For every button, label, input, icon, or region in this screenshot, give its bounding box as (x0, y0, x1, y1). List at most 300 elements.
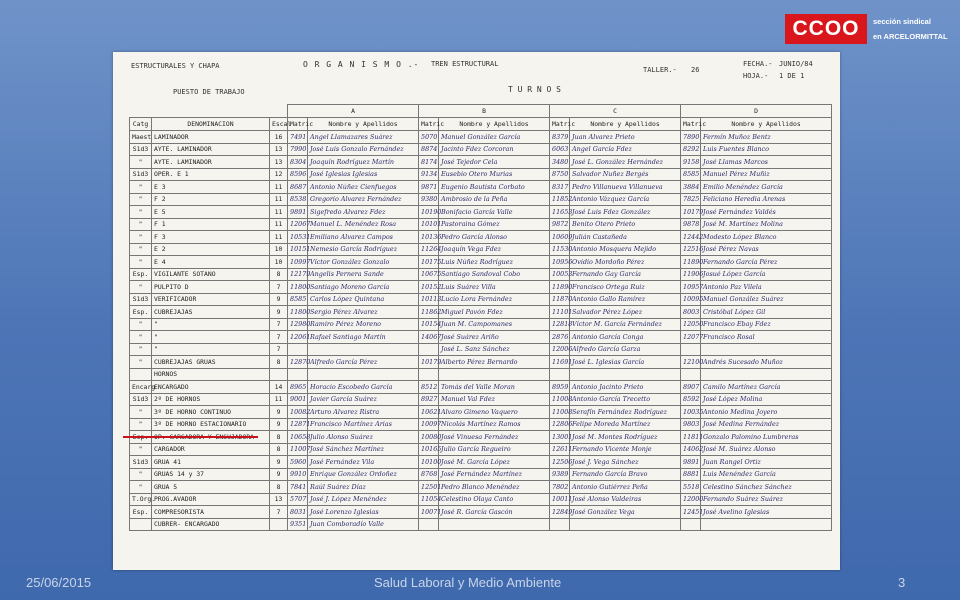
cell-esc: 8 (270, 443, 288, 456)
cell-d-name: Andrés Sucesado Muñoz (701, 356, 832, 369)
cell-b-mat: 10080 (419, 431, 439, 444)
table-row (130, 143, 832, 156)
cell-cat: Esp. (130, 268, 152, 281)
doc-turnos: T U R N O S (508, 85, 561, 94)
cell-cat: " (130, 256, 152, 269)
table-row (130, 168, 832, 181)
cell-a-name: Javier García Suárez (308, 393, 419, 406)
cell-b-mat: 11054 (419, 493, 439, 506)
cell-c-mat: 2876 (550, 331, 570, 344)
cell-c-mat: 6063 (550, 143, 570, 156)
cell-den: CUBREJAJAS GRUAS (152, 356, 270, 369)
table-row (130, 493, 832, 506)
cell-c-mat: 11530 (550, 243, 570, 256)
cell-d-mat: 8292 (681, 143, 701, 156)
cell-cat (130, 518, 152, 531)
cell-d-name: Camilo Martínez García (701, 381, 832, 394)
cell-esc: 7 (270, 331, 288, 344)
cell-esc: 10 (270, 256, 288, 269)
table-row (130, 181, 832, 194)
cell-c-name: Francisco Ortega Ruiz (570, 281, 681, 294)
table-row (130, 218, 832, 231)
cell-c-mat: 11101 (550, 306, 570, 319)
cell-d-mat (681, 368, 701, 381)
cell-den: PULPITO D (152, 281, 270, 294)
cell-den: GRUA 5 (152, 481, 270, 494)
cell-cat: " (130, 206, 152, 219)
cell-a-name: José Fernández Vila (308, 456, 419, 469)
cell-a-mat: 10151 (288, 243, 308, 256)
cell-c-name: Fernando García Bravo (570, 468, 681, 481)
cell-a-mat: 12179 (288, 268, 308, 281)
cell-b-name: José M. García López (439, 456, 550, 469)
cell-esc: 7 (270, 281, 288, 294)
cell-d-mat: 12516 (681, 243, 701, 256)
cell-d-mat: 9803 (681, 418, 701, 431)
cell-b-name: Manuel Val Fdez (439, 393, 550, 406)
cell-b-name: Juan M. Campomanes (439, 318, 550, 331)
column-header-row (130, 118, 832, 131)
cell-esc: 9 (270, 456, 288, 469)
cell-den: PROG.AVADOR (152, 493, 270, 506)
cell-esc: 11 (270, 193, 288, 206)
cell-b-mat: 9134 (419, 168, 439, 181)
cell-b-name: Santiago Sandoval Cobo (439, 268, 550, 281)
col-nombre-d: Nombre y Apellidos (701, 118, 832, 131)
red-underline-annotation (123, 436, 258, 438)
cell-b-name: Jacinto Fdez Corcoran (439, 143, 550, 156)
cell-a-name: Arturo Alvarez Ristra (308, 406, 419, 419)
cell-a-mat: 12067 (288, 218, 308, 231)
cell-b-mat: 10154 (419, 318, 439, 331)
cell-cat (130, 368, 152, 381)
cell-a-name: Rafael Santiago Martín (308, 331, 419, 344)
cell-den: E 5 (152, 206, 270, 219)
cell-b-name: Bonifacio García Valle (439, 206, 550, 219)
cell-b-name: Luis Suárez Villa (439, 281, 550, 294)
cell-a-name: Angelis Pernera Sande (308, 268, 419, 281)
table-row (130, 131, 832, 144)
table-row (130, 393, 832, 406)
table-row (130, 381, 832, 394)
cell-d-name: José M. Suárez Alonso (701, 443, 832, 456)
cell-b-mat: 12501 (419, 481, 439, 494)
cell-cat: " (130, 481, 152, 494)
cell-esc: 13 (270, 493, 288, 506)
cell-a-mat: 11800 (288, 306, 308, 319)
cell-d-mat: 8907 (681, 381, 701, 394)
cell-c-name: José L. González Hernández (570, 156, 681, 169)
ccoo-logo (785, 14, 948, 44)
cell-den: ENCARGADO (152, 381, 270, 394)
cell-a-name: Sergio Pérez Alvarez (308, 306, 419, 319)
cell-esc: 11 (270, 231, 288, 244)
cell-esc: 9 (270, 418, 288, 431)
cell-c-name (570, 368, 681, 381)
scanned-document (113, 52, 840, 570)
cell-esc: 8 (270, 431, 288, 444)
cell-b-mat: 9380 (419, 193, 439, 206)
cell-cat: " (130, 443, 152, 456)
cell-cat: Encarg (130, 381, 152, 394)
cell-den: 3º DE HORNO ESTACIONARIO (152, 418, 270, 431)
cell-a-name: Víctor González Gonzalo (308, 256, 419, 269)
table-row (130, 293, 832, 306)
cell-c-mat: 11852 (550, 193, 570, 206)
cell-cat: " (130, 356, 152, 369)
cell-a-mat: 9001 (288, 393, 308, 406)
cell-esc: 9 (270, 468, 288, 481)
cell-a-name: Santiago Moreno García (308, 281, 419, 294)
cell-d-name: Josué López García (701, 268, 832, 281)
doc-taller-value: 26 (691, 66, 700, 74)
cell-cat: S1d3 (130, 143, 152, 156)
cell-b-name: José L. Sanz Sánchez (439, 343, 550, 356)
cell-a-name: Manuel L. Menéndez Rosa (308, 218, 419, 231)
doc-taller-label: TALLER.- (643, 66, 677, 74)
cell-c-mat: 10011 (550, 493, 570, 506)
cell-d-name: Fernando García Pérez (701, 256, 832, 269)
cell-a-name: José Iglesias Iglesias (308, 168, 419, 181)
cell-cat: " (130, 343, 152, 356)
cell-den: " (152, 331, 270, 344)
cell-c-mat: 3480 (550, 156, 570, 169)
cell-a-mat: 10531 (288, 231, 308, 244)
cell-b-name: Joaquín Vega Fdez (439, 243, 550, 256)
cell-b-name: José Suárez Ariño (439, 331, 550, 344)
cell-b-name: Pastoraina Gómez (439, 218, 550, 231)
cell-b-name: Nicolás Martínez Ramos (439, 418, 550, 431)
cell-esc: 9 (270, 306, 288, 319)
cell-d-mat: 5518 (681, 481, 701, 494)
cell-esc: 11 (270, 393, 288, 406)
cell-b-mat: 10165 (419, 443, 439, 456)
cell-d-name: Antonio Medina Joyero (701, 406, 832, 419)
cell-a-name: Angel Llamazares Suárez (308, 131, 419, 144)
cell-den: AYTE. LAMINADOR (152, 156, 270, 169)
cell-den: " (152, 318, 270, 331)
cell-cat: Esp. (130, 506, 152, 519)
cell-den: F 3 (152, 231, 270, 244)
cell-cat: S1d3 (130, 393, 152, 406)
cell-c-mat: 11008 (550, 393, 570, 406)
cell-a-name: Julio Alonso Suárez (308, 431, 419, 444)
cell-d-name: Emilio Menéndez García (701, 181, 832, 194)
cell-d-name: José M. Martínez Molina (701, 218, 832, 231)
logo-line1: sección sindical (873, 17, 931, 26)
doc-fecha-label: FECHA.- (743, 60, 773, 68)
cell-d-mat: 10957 (681, 281, 701, 294)
cell-esc (270, 518, 288, 531)
cell-cat: S1d3 (130, 168, 152, 181)
cell-a-name: Enrique González Ordoñez (308, 468, 419, 481)
cell-b-mat: 10179 (419, 356, 439, 369)
cell-den: CUBRER- ENCARGADO (152, 518, 270, 531)
cell-c-name: José J. Vega Sánchez (570, 456, 681, 469)
cell-c-mat: 10053 (550, 268, 570, 281)
cell-c-mat: 12006 (550, 343, 570, 356)
cell-c-name: José M. Montes Rodríguez (570, 431, 681, 444)
cell-den: F 2 (152, 193, 270, 206)
cell-a-name: Carlos López Quintana (308, 293, 419, 306)
col-nombre-a: Nombre y Apellidos (308, 118, 419, 131)
cell-d-name: Modesto López Blanco (701, 231, 832, 244)
cell-c-name: Pedro Villanueva Villanueva (570, 181, 681, 194)
cell-b-name: Luis Núñez Rodríguez (439, 256, 550, 269)
cell-c-mat: 10956 (550, 256, 570, 269)
cell-b-name: Pedro García Alonso (439, 231, 550, 244)
cell-cat: " (130, 331, 152, 344)
cell-c-mat: 13001 (550, 431, 570, 444)
footer-title: Salud Laboral y Medio Ambiente (374, 575, 562, 590)
cell-cat: " (130, 156, 152, 169)
cell-b-name: Tomás del Valle Moran (439, 381, 550, 394)
cell-d-name: Antonio Paz Vilela (701, 281, 832, 294)
cell-c-name: Salvador Nuñez Bergés (570, 168, 681, 181)
cell-c-mat (550, 518, 570, 531)
cell-d-mat: 12442 (681, 231, 701, 244)
ccoo-logo-caption (873, 14, 948, 44)
cell-esc: 8 (270, 481, 288, 494)
cell-a-mat: 7990 (288, 143, 308, 156)
cell-a-mat: 8031 (288, 506, 308, 519)
cell-b-name: José R. García Gascón (439, 506, 550, 519)
cell-d-name: José Llamas Marcos (701, 156, 832, 169)
cell-cat: " (130, 418, 152, 431)
table-row (130, 306, 832, 319)
cell-d-name: Feliciano Heredia Arenas (701, 193, 832, 206)
table-row (130, 243, 832, 256)
cell-c-mat: 8959 (550, 381, 570, 394)
cell-c-name: Antonio García Trecetto (570, 393, 681, 406)
cell-b-name: Eusebio Otero Murias (439, 168, 550, 181)
cell-d-name: Gonzalo Palomino Lumbreras (701, 431, 832, 444)
cell-b-name: Pedro Blanco Menéndez (439, 481, 550, 494)
cell-b-name: Lucio Lora Fernández (439, 293, 550, 306)
cell-d-name: Manuel Pérez Muñiz (701, 168, 832, 181)
cell-c-name: Salvador Pérez López (570, 306, 681, 319)
cell-c-mat: 11691 (550, 356, 570, 369)
cell-cat: " (130, 193, 152, 206)
cell-den: VIGILANTE SOTANO (152, 268, 270, 281)
cell-b-mat: 10621 (419, 406, 439, 419)
cell-d-mat: 9878 (681, 218, 701, 231)
cell-b-name: José Tejedor Cela (439, 156, 550, 169)
cell-d-name: Manuel González Suárez (701, 293, 832, 306)
table-row (130, 256, 832, 269)
cell-cat: Maest (130, 131, 152, 144)
cell-a-name: José Luis Gonzalo Fernández (308, 143, 419, 156)
cell-b-name: Alberto Pérez Bernardo (439, 356, 550, 369)
cell-a-name: Sigefredo Alvarez Fdez (308, 206, 419, 219)
cell-esc: 9 (270, 293, 288, 306)
cell-c-name: Angel García Fdez (570, 143, 681, 156)
cell-b-mat: 9871 (419, 181, 439, 194)
cell-d-mat: 10095 (681, 293, 701, 306)
cell-a-mat: 7841 (288, 481, 308, 494)
doc-hoja-label: HOJA.- (743, 72, 769, 80)
cell-a-mat: 9891 (288, 206, 308, 219)
cell-c-mat: 8317 (550, 181, 570, 194)
cell-a-mat: 10082 (288, 406, 308, 419)
cell-d-name (701, 518, 832, 531)
cell-b-mat: 10190 (419, 206, 439, 219)
cell-d-mat: 7825 (681, 193, 701, 206)
cell-esc: 11 (270, 181, 288, 194)
cell-a-name: Emiliano Alvarez Campos (308, 231, 419, 244)
cell-c-mat: 9389 (550, 468, 570, 481)
cell-b-mat: 8174 (419, 156, 439, 169)
table-row (130, 506, 832, 519)
cell-c-mat: 12611 (550, 443, 570, 456)
cell-d-mat: 12077 (681, 331, 701, 344)
cell-c-name: José Luis Fdez González (570, 206, 681, 219)
cell-d-name: Luis Menéndez García (701, 468, 832, 481)
cell-d-mat: 12000 (681, 493, 701, 506)
cell-a-mat: 5960 (288, 456, 308, 469)
cell-b-mat (419, 518, 439, 531)
col-matric-b: Matric (419, 118, 439, 131)
cell-c-name: Ovidio Mordoño Pérez (570, 256, 681, 269)
cell-d-name: Fernando Suárez Suárez (701, 493, 832, 506)
cell-a-mat: 12870 (288, 356, 308, 369)
cell-b-name: Celestino Olaya Canto (439, 493, 550, 506)
cell-d-name: José López Molina (701, 393, 832, 406)
cell-den: COMPRESORISTA (152, 506, 270, 519)
col-cat: Catg (130, 118, 152, 131)
cell-den: " (152, 343, 270, 356)
cell-a-name: Ramiro Pérez Moreno (308, 318, 419, 331)
cell-b-name: Manuel González García (439, 131, 550, 144)
cell-den: VERIFICADOR (152, 293, 270, 306)
cell-den: AYTE. LAMINADOR (152, 143, 270, 156)
cell-d-mat: 12050 (681, 318, 701, 331)
cell-b-mat: 8768 (419, 468, 439, 481)
cell-b-mat: 10100 (419, 456, 439, 469)
cell-c-mat: 11870 (550, 293, 570, 306)
table-row (130, 268, 832, 281)
cell-c-mat: 10609 (550, 231, 570, 244)
cell-c-name: Fernando Vicente Monje (570, 443, 681, 456)
cell-esc: 12 (270, 168, 288, 181)
table-row (130, 156, 832, 169)
cell-b-mat: 11264 (419, 243, 439, 256)
cell-d-mat: 11890 (681, 256, 701, 269)
turn-c-label: C (550, 105, 681, 118)
col-nombre-c: Nombre y Apellidos (570, 118, 681, 131)
cell-den: GRUAS 14 y 37 (152, 468, 270, 481)
cell-b-mat: 8874 (419, 143, 439, 156)
cell-cat: T.Org. (130, 493, 152, 506)
cell-a-mat: 8304 (288, 156, 308, 169)
cell-b-name (439, 368, 550, 381)
cell-c-mat: 9872 (550, 218, 570, 231)
cell-a-name (308, 343, 419, 356)
table-row (130, 281, 832, 294)
ccoo-logo-mark: CCOO (785, 14, 867, 44)
cell-b-mat: 10152 (419, 281, 439, 294)
cell-c-mat (550, 368, 570, 381)
cell-a-mat: 12061 (288, 331, 308, 344)
cell-a-mat: 7491 (288, 131, 308, 144)
cell-c-name: Fernando Gay García (570, 268, 681, 281)
cell-d-name: José Pérez Navas (701, 243, 832, 256)
cell-b-mat: 10071 (419, 506, 439, 519)
cell-c-name: Antonio Gutiérrez Peña (570, 481, 681, 494)
cell-esc: 7 (270, 318, 288, 331)
cell-b-name: Julio García Regueiro (439, 443, 550, 456)
cell-a-name (308, 368, 419, 381)
cell-c-mat: 11653 (550, 206, 570, 219)
cell-a-name: José Sánchez Martínez (308, 443, 419, 456)
cell-c-name: Serafín Fernández Rodríguez (570, 406, 681, 419)
cell-d-name: José Fernández Valdés (701, 206, 832, 219)
table-row (130, 518, 832, 531)
cell-d-name: Juan Rangel Ortiz (701, 456, 832, 469)
cell-c-name: José L. Iglesias García (570, 356, 681, 369)
cell-a-name: Horacio Escobedo García (308, 381, 419, 394)
cell-b-mat: 10136 (419, 231, 439, 244)
table-row (130, 468, 832, 481)
cell-cat: " (130, 406, 152, 419)
cell-b-mat: 8512 (419, 381, 439, 394)
cell-d-mat: 14062 (681, 443, 701, 456)
doc-puesto: PUESTO DE TRABAJO (173, 88, 245, 96)
table-row (130, 331, 832, 344)
cell-esc: 11 (270, 218, 288, 231)
cell-cat: " (130, 468, 152, 481)
cell-a-mat: 11007 (288, 443, 308, 456)
cell-c-mat: 11890 (550, 281, 570, 294)
cell-a-name: Joaquín Rodríguez Martín (308, 156, 419, 169)
cell-a-mat (288, 343, 308, 356)
table-row (130, 343, 832, 356)
footer-page-number: 3 (898, 575, 906, 590)
cell-a-mat (288, 368, 308, 381)
cell-d-mat: 3884 (681, 181, 701, 194)
footer-date: 25/06/2015 (26, 575, 92, 590)
cell-c-name: Julián Castañeda (570, 231, 681, 244)
table-row (130, 481, 832, 494)
doc-hoja-value: 1 DE 1 (779, 72, 805, 80)
table-row (130, 206, 832, 219)
logo-line2: en ARCELORMITTAL (873, 32, 948, 41)
cell-a-name: Francisco Martínez Arias (308, 418, 419, 431)
col-nombre-b: Nombre y Apellidos (439, 118, 550, 131)
cell-c-name: Alfredo García Garza (570, 343, 681, 356)
cell-d-name: José Avelino Iglesias (701, 506, 832, 519)
cell-a-name: José Lorenzo Iglesias (308, 506, 419, 519)
cell-d-mat: 8592 (681, 393, 701, 406)
table-row (130, 356, 832, 369)
cell-c-name: Antonio Mosquera Mejido (570, 243, 681, 256)
cell-d-name: Fermín Muñoz Bentz (701, 131, 832, 144)
cell-c-mat: 12806 (550, 418, 570, 431)
cell-d-name: Cristóbal López Gil (701, 306, 832, 319)
cell-a-mat: 10997 (288, 256, 308, 269)
cell-b-name: Eugenio Bautista Corbato (439, 181, 550, 194)
cell-c-mat: 8750 (550, 168, 570, 181)
cell-d-mat: 11811 (681, 431, 701, 444)
cell-c-mat: 11008 (550, 406, 570, 419)
cell-c-name: Antonio Gallo Ramírez (570, 293, 681, 306)
cell-c-name: Antonio Jacinto Prieto (570, 381, 681, 394)
cell-b-name: Miguel Pavón Fdez (439, 306, 550, 319)
cell-b-name: José Vinuesa Fernández (439, 431, 550, 444)
cell-b-mat: 11862 (419, 306, 439, 319)
cell-a-mat: 12871 (288, 418, 308, 431)
cell-d-name: Celestino Sánchez Sánchez (701, 481, 832, 494)
